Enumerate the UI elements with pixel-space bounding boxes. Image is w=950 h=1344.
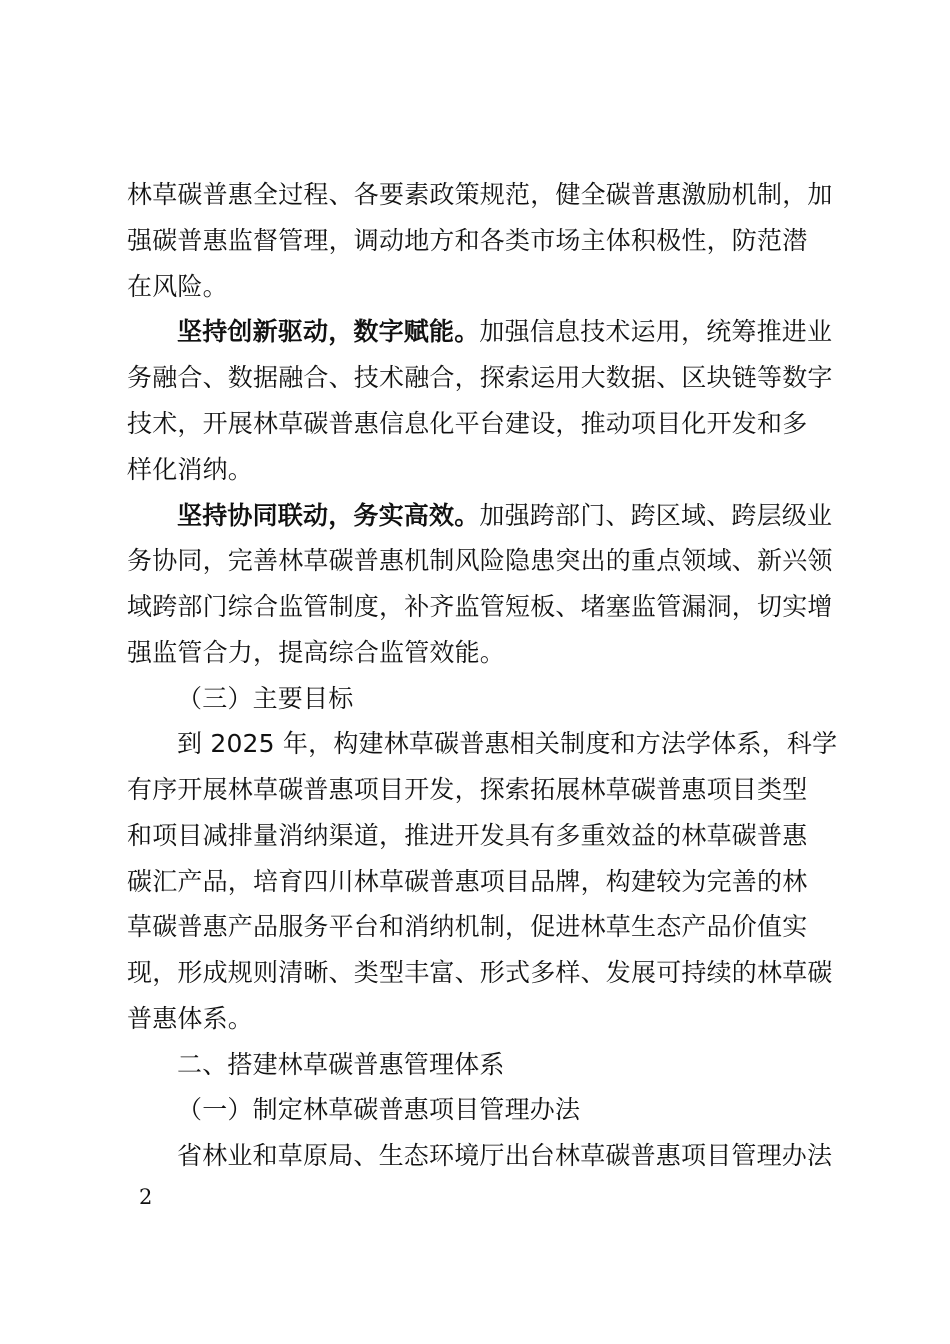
paragraph-text: 加强跨部门、跨区域、跨层级业: [479, 501, 833, 530]
principle-heading: 坚持创新驱动，数字赋能。: [177, 317, 480, 346]
principle-heading: 坚持协同联动，务实高效。: [177, 501, 480, 530]
paragraph-text: 加强信息技术运用，统筹推进业: [479, 317, 833, 346]
paragraph-line: 样化消纳。: [127, 455, 254, 484]
subheading-main-goals: （三）主要目标: [177, 684, 354, 713]
paragraph-line: 林草碳普惠全过程、各要素政策规范，健全碳普惠激励机制，加: [127, 180, 833, 209]
paragraph-line: 技术，开展林草碳普惠信息化平台建设，推动项目化开发和多: [127, 409, 808, 438]
section-heading: 二、搭建林草碳普惠管理体系: [177, 1050, 505, 1079]
paragraph-line: 省林业和草原局、生态环境厅出台林草碳普惠项目管理办法: [177, 1141, 833, 1170]
paragraph-line: 在风险。: [127, 272, 228, 301]
paragraph-line: [177, 501, 832, 531]
paragraph-line: 到 2025 年，构建林草碳普惠相关制度和方法学体系，科学: [177, 729, 838, 758]
page-number: 2: [139, 1185, 153, 1209]
paragraph-line: 普惠体系。: [127, 1004, 254, 1033]
paragraph-line: [177, 317, 832, 347]
paragraph-line: 域跨部门综合监管制度，补齐监管短板、堵塞监管漏洞，切实增: [127, 592, 833, 621]
subheading-management-measures: （一）制定林草碳普惠项目管理办法: [177, 1095, 581, 1124]
paragraph-line: 现，形成规则清晰、类型丰富、形式多样、发展可持续的林草碳: [127, 958, 833, 987]
paragraph-line: 草碳普惠产品服务平台和消纳机制，促进林草生态产品价值实: [127, 912, 808, 941]
paragraph-line: 碳汇产品，培育四川林草碳普惠项目品牌，构建较为完善的林: [127, 867, 808, 896]
paragraph-line: 强碳普惠监督管理，调动地方和各类市场主体积极性，防范潜: [127, 226, 808, 255]
paragraph-line: 务协同，完善林草碳普惠机制风险隐患突出的重点领域、新兴领: [127, 546, 833, 575]
paragraph-line: 务融合、数据融合、技术融合，探索运用大数据、区块链等数字: [127, 363, 833, 392]
paragraph-line: 有序开展林草碳普惠项目开发，探索拓展林草碳普惠项目类型: [127, 775, 808, 804]
paragraph-line: 和项目减排量消纳渠道，推进开发具有多重效益的林草碳普惠: [127, 821, 808, 850]
paragraph-line: 强监管合力，提高综合监管效能。: [127, 638, 506, 667]
